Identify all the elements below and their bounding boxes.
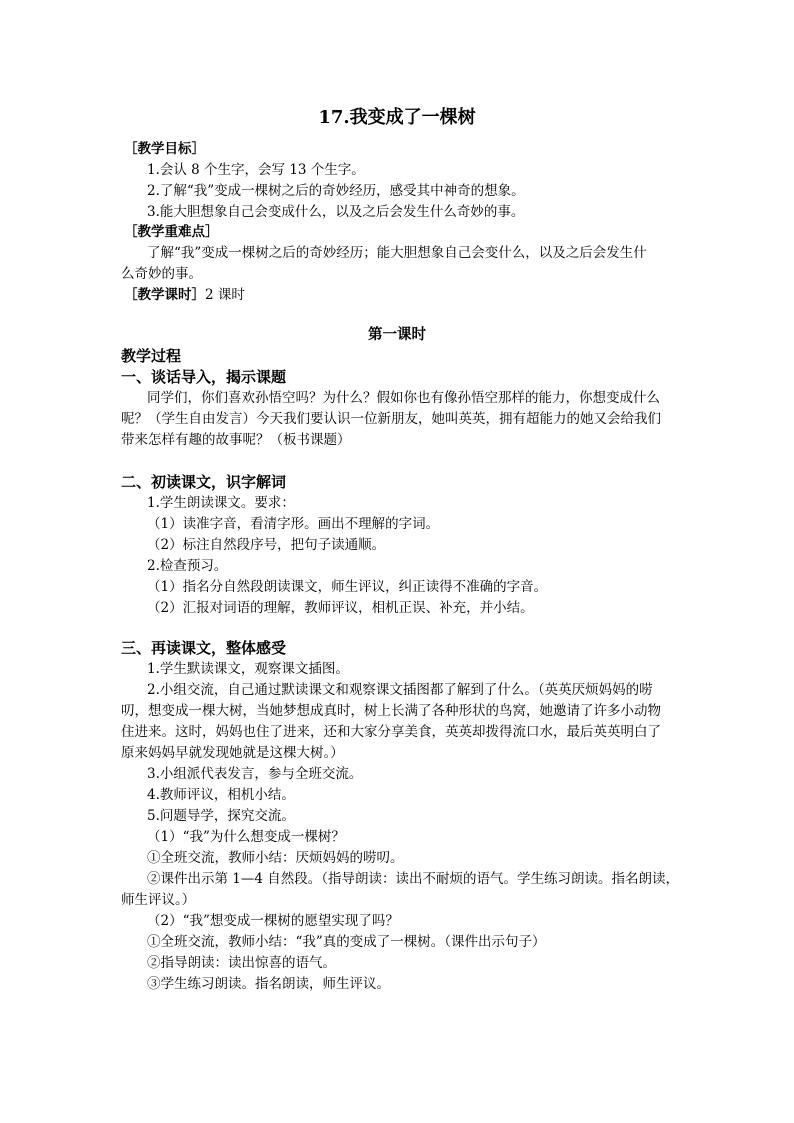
section3-item: 叨，想变成一棵大树，当她梦想成真时，树上长满了各种形状的鸟窝，她邀请了许多小动物: [121, 703, 661, 719]
question-1: （1）“我”为什么想变成一棵树？: [147, 829, 345, 845]
section3-item: 4.教师评议，相机小结。: [147, 787, 295, 803]
section1-text: 呢？（学生自由发言）今天我们要认识一位新朋友，她叫英英，拥有超能力的她又会给我们: [121, 411, 661, 427]
section1-text: 同学们，你们喜欢孙悟空吗？为什么？假如你也有像孙悟空那样的能力，你想变成什么: [147, 390, 660, 406]
process-heading: 教学过程: [121, 347, 182, 365]
section3-item: 5.问题导学，探究交流。: [147, 808, 295, 824]
question-2-practice: ③学生练习朗读。指名朗读，师生评议。: [147, 976, 390, 992]
page-title: 17.我变成了一棵树: [318, 107, 476, 128]
section3-item: 原来妈妈早就发现她就是这棵大树。）: [121, 745, 344, 761]
hours-value: 2 课时: [205, 287, 245, 303]
lesson-title: 第一课时: [368, 326, 426, 343]
question-2-guide: ②指导朗读：读出惊喜的语气。: [147, 955, 336, 971]
question-1-reading: ②课件出示第 1—4 自然段。（指导朗读：读出不耐烦的语气。学生练习朗读。指名朗读，: [147, 871, 680, 887]
section3-item: 3.小组派代表发言，参与全班交流。: [147, 766, 363, 782]
key-points-text: 了解“我”变成一棵树之后的奇妙经历；能大胆想象自己会变什么，以及之后会发生什: [147, 245, 647, 261]
key-points-text: 么奇妙的事。: [121, 266, 202, 282]
question-2-answer: ①全班交流，教师小结：“我”真的变成了一棵树。（课件出示句子）: [147, 934, 546, 950]
objective-item: 1.会认 8 个生字，会写 13 个生字。: [147, 162, 365, 178]
section3-heading: 三、再读课文，整体感受: [121, 639, 287, 657]
section3-item: 住进来。这时，妈妈也住了进来，还和大家分享美食，英英却拨得流口水，最后英英明白了: [121, 724, 661, 740]
section3-item: 1.学生默读课文，观察课文插图。: [147, 661, 349, 677]
question-1-reading: 师生评议。）: [121, 892, 196, 908]
key-points-heading: ［教学重难点］: [124, 224, 219, 240]
objective-item: 2.了解“我”变成一棵树之后的奇妙经历，感受其中神奇的想象。: [147, 183, 525, 199]
section2-item: 1.学生朗读课文。要求：: [147, 495, 295, 511]
section1-heading: 一、谈话导入，揭示课题: [121, 368, 287, 386]
section3-item: 2.小组交流，自己通过默读课文和观察课文插图都了解到了什么。（英英厌烦妈妈的唠: [147, 682, 653, 698]
objective-item: 3.能大胆想象自己会变成什么，以及之后会发生什么奇妙的事。: [147, 204, 525, 220]
section2-item: （2）标注自然段序号，把句子读通顺。: [147, 537, 386, 553]
hours-heading: ［教学课时］: [124, 287, 205, 303]
section2-item: （1）读准字音，看清字形。画出不理解的字词。: [147, 516, 440, 532]
section2-item: 2.检查预习。: [147, 558, 228, 574]
hours-row: [124, 285, 245, 305]
section2-item: （2）汇报对词语的理解，教师评议，相机正误、补充，并小结。: [147, 600, 534, 616]
section1-text: 带来怎样有趣的故事呢？（板书课题）: [121, 432, 351, 448]
section2-item: （1）指名分自然段朗读课文，师生评议，纠正读得不准确的字音。: [147, 579, 548, 595]
section2-heading: 二、初读课文，识字解词: [121, 473, 287, 491]
question-1-answer: ①全班交流，教师小结：厌烦妈妈的唠叨。: [147, 850, 404, 866]
objectives-heading: ［教学目标］: [124, 141, 205, 157]
question-2: （2）“我”想变成一棵树的愿望实现了吗？: [147, 913, 399, 929]
